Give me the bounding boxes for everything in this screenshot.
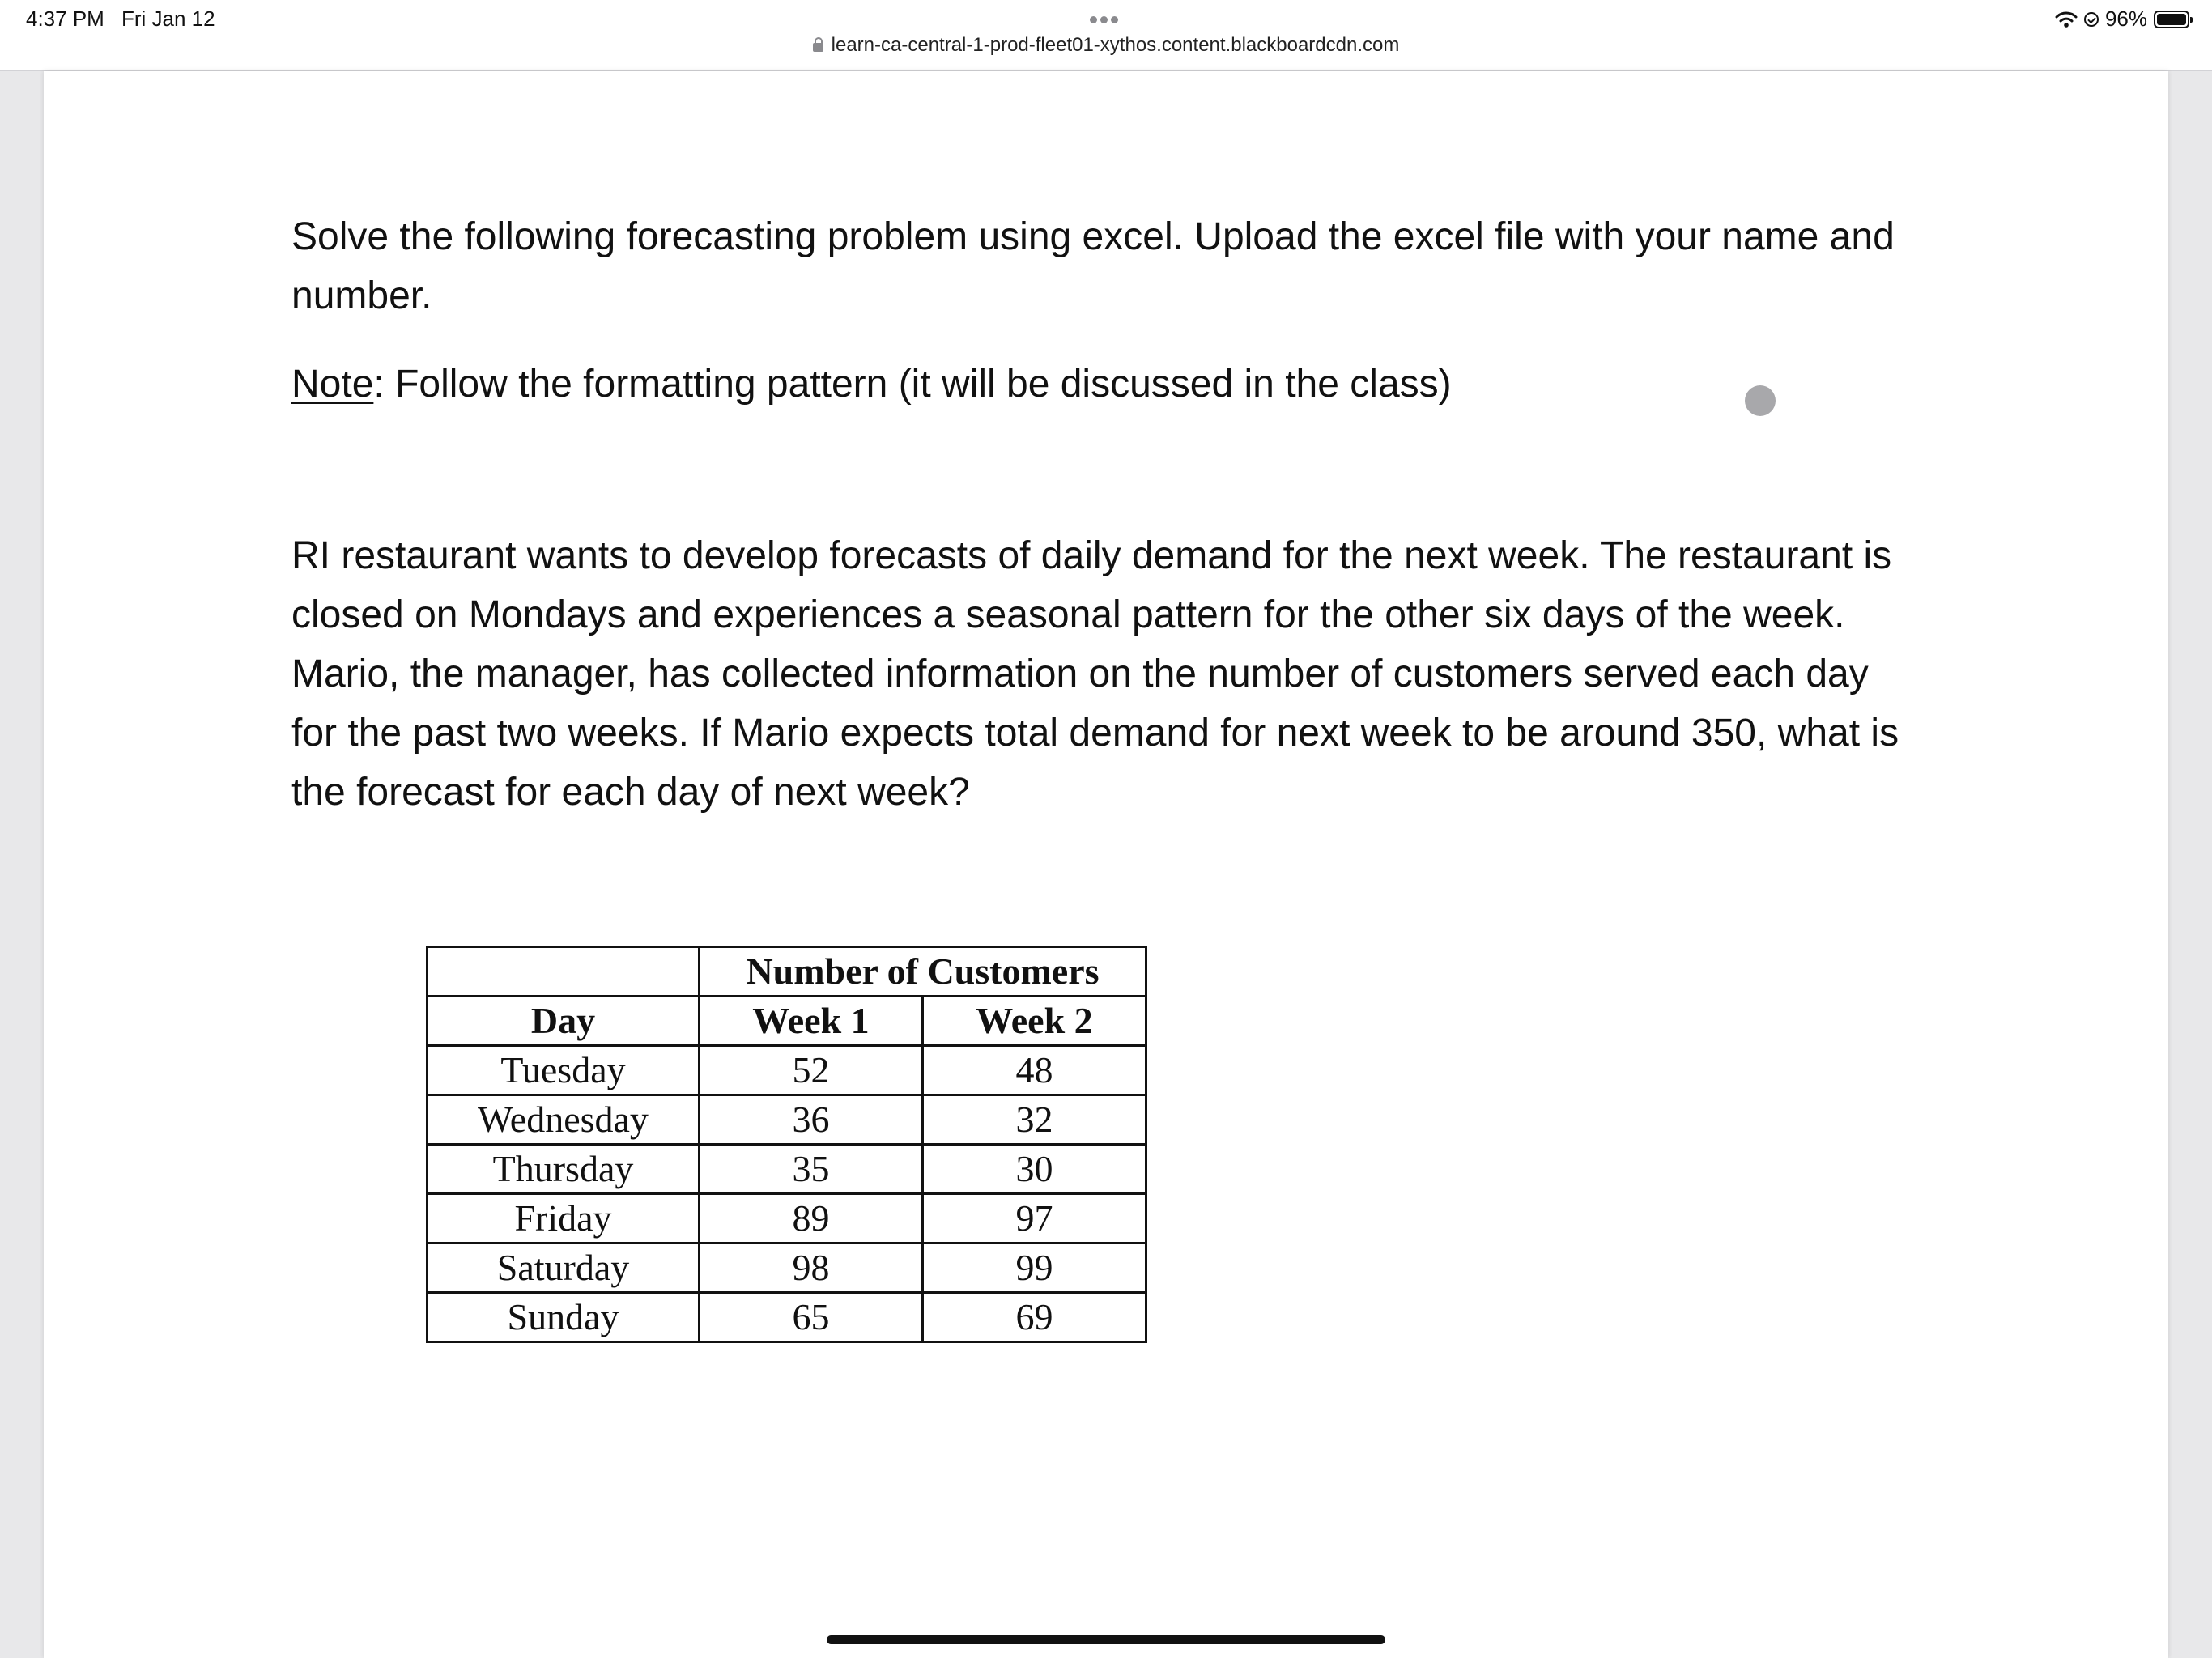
day-cell: Thursday <box>428 1145 700 1194</box>
week2-cell: 30 <box>923 1145 1146 1194</box>
intro-paragraph: Solve the following forecasting problem using excel. Upload the excel file with your name and number. <box>291 215 1895 317</box>
table-row <box>428 1095 1146 1145</box>
note-text: : Follow the formatting pattern (it will be discussed in the class) <box>373 363 1452 406</box>
week1-cell: 36 <box>700 1095 923 1145</box>
rotation-lock-icon <box>2084 12 2099 27</box>
battery-percent: 96% <box>2104 6 2147 31</box>
document-page <box>44 71 2168 1658</box>
day-cell: Sunday <box>428 1293 700 1342</box>
more-dots-icon[interactable] <box>1090 13 1124 21</box>
week1-cell: 65 <box>700 1293 923 1342</box>
week1-cell: 52 <box>700 1046 923 1095</box>
table-group-header-row <box>428 947 1146 997</box>
header-day: Day <box>428 997 700 1046</box>
lock-icon <box>813 43 823 52</box>
day-cell: Friday <box>428 1194 700 1244</box>
week2-cell: 99 <box>923 1244 1146 1293</box>
customers-table <box>426 946 1147 1343</box>
problem-paragraph: RI restaurant wants to develop forecasts of daily demand for the next week. The restaurant is closed on Mondays and experiences a seasonal pattern for the other six days of the week. Mario, the manager, has collected information on the number of customers served each day for the past two weeks. If Mario expects total demand for next week to be around 350, what is the forecast for each day of next week? <box>291 534 1899 814</box>
touch-indicator <box>1745 385 1776 416</box>
status-time: 4:37 PM <box>26 6 104 31</box>
address-bar[interactable] <box>0 34 2212 57</box>
table-row <box>428 1244 1146 1293</box>
note-label: Note <box>291 363 374 406</box>
header-week-2: Week 2 <box>923 997 1146 1046</box>
table-row <box>428 1046 1146 1095</box>
day-cell: Saturday <box>428 1244 700 1293</box>
table-corner-cell <box>428 947 700 997</box>
url-text: learn-ca-central-1-prod-fleet01-xythos.content.blackboardcdn.com <box>831 34 1400 56</box>
header-week-1: Week 1 <box>700 997 923 1046</box>
table-header-row <box>428 997 1146 1046</box>
status-date: Fri Jan 12 <box>121 6 215 31</box>
week2-cell: 97 <box>923 1194 1146 1244</box>
week1-cell: 98 <box>700 1244 923 1293</box>
table-row <box>428 1293 1146 1342</box>
week2-cell: 69 <box>923 1293 1146 1342</box>
day-cell: Wednesday <box>428 1095 700 1145</box>
table-row <box>428 1194 1146 1244</box>
week1-cell: 35 <box>700 1145 923 1194</box>
week1-cell: 89 <box>700 1194 923 1244</box>
week2-cell: 32 <box>923 1095 1146 1145</box>
group-header: Number of Customers <box>700 947 1146 997</box>
browser-top-bar <box>0 0 2212 71</box>
system-status <box>2055 6 2189 32</box>
home-indicator[interactable] <box>827 1635 1385 1644</box>
wifi-icon <box>2055 11 2078 28</box>
table-row <box>428 1145 1146 1194</box>
day-cell: Tuesday <box>428 1046 700 1095</box>
week2-cell: 48 <box>923 1046 1146 1095</box>
note-paragraph <box>291 355 1919 414</box>
battery-icon <box>2154 11 2189 28</box>
